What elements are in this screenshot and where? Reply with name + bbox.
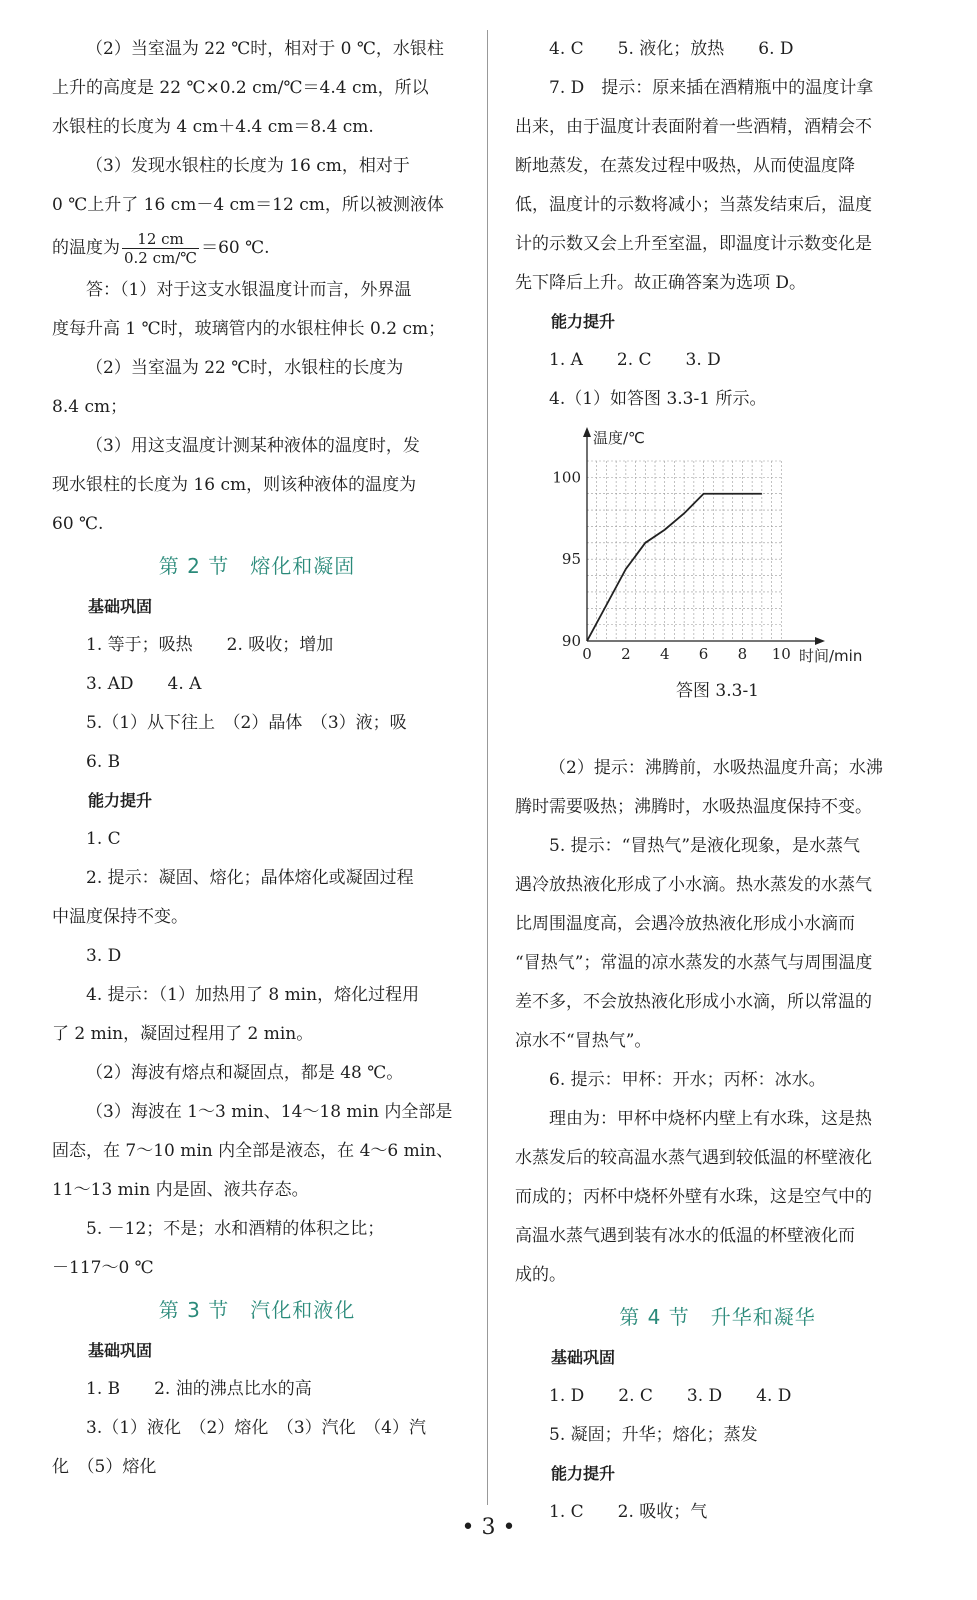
x-tick-label: 10 bbox=[771, 645, 791, 663]
temperature-chart bbox=[515, 419, 920, 749]
answer-line: 遇冷放热液化形成了小水滴。热水蒸发的水蒸气 bbox=[515, 875, 872, 895]
answer-line: 1. A 2. C 3. D bbox=[549, 350, 721, 370]
x-axis-label: 时间/min bbox=[799, 647, 863, 665]
fraction bbox=[122, 230, 199, 267]
answer-line: 1. C bbox=[86, 829, 121, 849]
left-column bbox=[52, 30, 462, 1487]
answer-line: 2. 提示：凝固、熔化；晶体熔化或凝固过程 bbox=[86, 868, 414, 888]
answer-line: 差不多，不会放热液化形成小水滴，所以常温的 bbox=[515, 992, 872, 1012]
text-line: （2）当室温为 22 ℃时，水银柱的长度为 bbox=[86, 358, 404, 378]
answer-line: 1. C 2. 吸收；气 bbox=[549, 1502, 708, 1522]
y-axis-label: 温度/℃ bbox=[593, 429, 645, 447]
subheading: 能力提升 bbox=[88, 791, 153, 810]
answer-line: 1. 等于；吸热 2. 吸收；增加 bbox=[86, 635, 334, 655]
text-line: 现水银柱的长度为 16 cm，则该种液体的温度为 bbox=[52, 475, 417, 495]
answer-line: 5. －12；不是；水和酒精的体积之比； bbox=[86, 1219, 385, 1239]
text-line: 上升的高度是 22 ℃×0.2 cm/℃＝4.4 cm，所以 bbox=[52, 78, 429, 98]
subheading: 能力提升 bbox=[551, 312, 616, 331]
answer-line: 而成的；丙杯中烧杯外壁有水珠，这是空气中的 bbox=[515, 1187, 872, 1207]
answer-line: 高温水蒸气遇到装有冰水的低温的杯壁液化而 bbox=[515, 1226, 855, 1246]
subheading: 基础巩固 bbox=[88, 1341, 153, 1360]
answer-line: 4.（1）如答图 3.3-1 所示。 bbox=[549, 389, 767, 409]
answer-line: 7. D 提示：原来插在酒精瓶中的温度计拿 bbox=[549, 78, 874, 98]
answer-line: 固态，在 7～10 min 内全部是液态，在 4～6 min、 bbox=[52, 1141, 454, 1161]
answer-line: 3.（1）液化 （2）熔化 （3）汽化 （4）汽 bbox=[86, 1418, 426, 1438]
chart-svg bbox=[515, 419, 920, 669]
answer-line: 化 （5）熔化 bbox=[52, 1457, 157, 1477]
x-tick-label: 8 bbox=[737, 645, 748, 663]
answer-line: 了 2 min，凝固过程用了 2 min。 bbox=[52, 1024, 314, 1044]
text-line: 0 ℃上升了 16 cm－4 cm＝12 cm，所以被测液体 bbox=[52, 195, 444, 215]
answer-line: 出来，由于温度计表面附着一些酒精，酒精会不 bbox=[515, 117, 872, 137]
answer-line: －117～0 ℃ bbox=[52, 1258, 154, 1278]
text-line: （2）当室温为 22 ℃时，相对于 0 ℃，水银柱 bbox=[86, 39, 444, 59]
text-line: 水银柱的长度为 4 cm＋4.4 cm＝8.4 cm. bbox=[52, 117, 374, 137]
answer-line: 计的示数又会上升至室温，即温度计示数变化是 bbox=[515, 234, 872, 254]
answer-line: （2）海波有熔点和凝固点，都是 48 ℃。 bbox=[86, 1063, 404, 1083]
text-line: （3）发现水银柱的长度为 16 cm，相对于 bbox=[86, 156, 410, 176]
answer-line: （3）海波在 1～3 min、14～18 min 内全部是 bbox=[86, 1102, 453, 1122]
x-tick-label: 2 bbox=[621, 645, 631, 663]
y-tick-label: 90 bbox=[561, 632, 581, 650]
x-tick-label: 4 bbox=[659, 645, 670, 663]
text-line: 8.4 cm； bbox=[52, 397, 128, 417]
subheading: 能力提升 bbox=[551, 1464, 616, 1483]
section-title: 第 4 节 升华和凝华 bbox=[619, 1305, 816, 1329]
answer-line: 低，温度计的示数将减小；当蒸发结束后，温度 bbox=[515, 195, 872, 215]
answer-line: 4. C 5. 液化；放热 6. D bbox=[549, 39, 794, 59]
section-title: 第 2 节 熔化和凝固 bbox=[158, 554, 356, 578]
answer-line: 1. D 2. C 3. D 4. D bbox=[549, 1386, 792, 1406]
answer-line: 先下降后上升。故正确答案为选项 D。 bbox=[515, 273, 807, 293]
answer-line: 5. 提示：“冒热气”是液化现象，是水蒸气 bbox=[549, 836, 861, 856]
answer-line: 6. 提示：甲杯：开水；丙杯：冰水。 bbox=[549, 1070, 826, 1090]
text-line: （3）用这支温度计测某种液体的温度时，发 bbox=[86, 436, 420, 456]
y-tick-label: 95 bbox=[561, 550, 581, 569]
answer-line: 成的。 bbox=[515, 1265, 566, 1285]
answer-line: 4. 提示：（1）加热用了 8 min，熔化过程用 bbox=[86, 985, 420, 1005]
answer-line: 11～13 min 内是固、液共存态。 bbox=[52, 1180, 309, 1200]
fraction-denominator: 0.2 cm/℃ bbox=[124, 249, 198, 267]
fraction-suffix: ＝60 ℃. bbox=[201, 238, 270, 258]
text-line: 60 ℃. bbox=[52, 514, 104, 534]
answer-line: “冒热气”；常温的凉水蒸发的水蒸气与周围温度 bbox=[515, 953, 873, 973]
fraction-prefix: 的温度为 bbox=[52, 238, 120, 258]
fraction-numerator: 12 cm bbox=[122, 230, 199, 249]
y-tick-label: 100 bbox=[552, 468, 581, 487]
subheading: 基础巩固 bbox=[88, 597, 153, 616]
answer-line: 水蒸发后的较高温水蒸气遇到较低温的杯壁液化 bbox=[515, 1148, 872, 1168]
chart-caption: 答图 3.3-1 bbox=[676, 681, 759, 701]
answer-line: 中温度保持不变。 bbox=[52, 907, 188, 927]
answer-line: 断地蒸发，在蒸发过程中吸热，从而使温度降 bbox=[515, 156, 855, 176]
text-line: 答：（1）对于这支水银温度计而言，外界温 bbox=[86, 280, 412, 300]
answer-line: 3. AD 4. A bbox=[86, 674, 202, 694]
answer-line: 5.（1）从下往上 （2）晶体 （3）液；吸 bbox=[86, 713, 407, 733]
answer-line: 理由为：甲杯中烧杯内壁上有水珠，这是热 bbox=[549, 1109, 872, 1129]
answer-line: 比周围温度高，会遇冷放热液化形成小水滴而 bbox=[515, 914, 855, 934]
right-column bbox=[515, 30, 920, 1532]
column-divider bbox=[487, 30, 488, 1505]
x-axis-arrow bbox=[815, 637, 825, 645]
answer-line: （2）提示：沸腾前，水吸热温度升高；水沸 bbox=[549, 758, 883, 778]
x-tick-label: 0 bbox=[582, 645, 592, 663]
subheading: 基础巩固 bbox=[551, 1348, 616, 1367]
answer-line: 6. B bbox=[86, 752, 121, 772]
answer-line: 5. 凝固；升华；熔化；蒸发 bbox=[549, 1425, 758, 1445]
answer-line: 1. B 2. 油的沸点比水的高 bbox=[86, 1379, 312, 1399]
page-number: • 3 • bbox=[461, 1515, 516, 1540]
text-line: 度每升高 1 ℃时，玻璃管内的水银柱伸长 0.2 cm； bbox=[52, 319, 446, 339]
answer-line: 凉水不“冒热气”。 bbox=[515, 1031, 652, 1051]
answer-line: 腾时需要吸热；沸腾时，水吸热温度保持不变。 bbox=[515, 797, 872, 817]
y-axis-arrow bbox=[583, 427, 591, 437]
answer-line: 3. D bbox=[86, 946, 122, 966]
section-title: 第 3 节 汽化和液化 bbox=[158, 1298, 356, 1322]
x-tick-label: 6 bbox=[698, 645, 709, 663]
fraction-line bbox=[52, 225, 462, 271]
